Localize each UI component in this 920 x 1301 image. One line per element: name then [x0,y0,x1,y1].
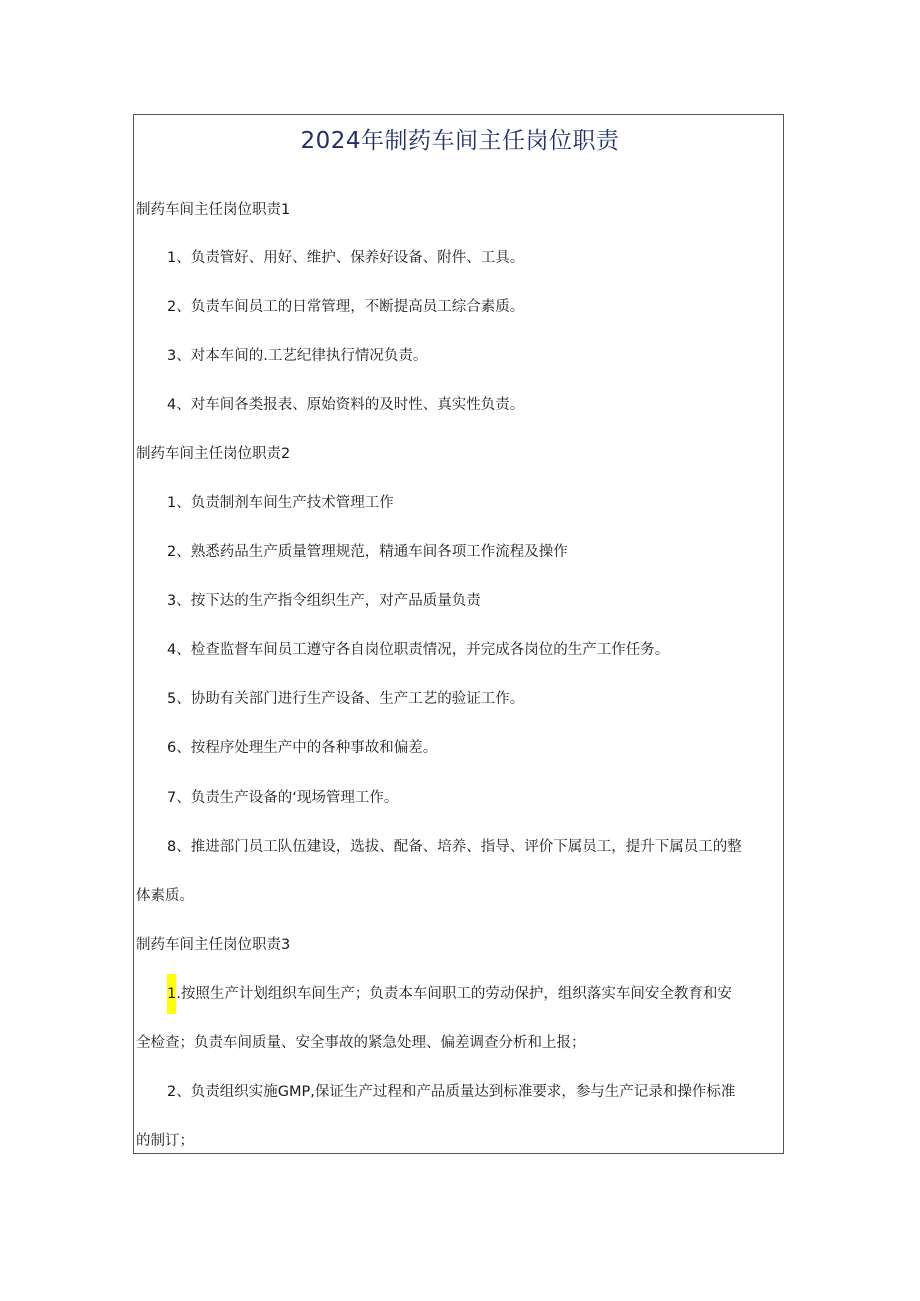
highlighted-number: 1 [167,974,176,1014]
section-2-item-5: 5、协助有关部门进行生产设备、生产工艺的验证工作。 [167,691,525,707]
section-heading-2: 制药车间主任岗位职责2 [136,446,291,462]
section-2-item-7: 7、负责生产设备的‘现场管理工作。 [167,790,399,806]
section-2-item-3: 3、按下达的生产指令组织生产，对产品质量负责 [167,593,481,609]
section-heading-3: 制药车间主任岗位职责3 [136,937,291,953]
section-2-item-4: 4、检查监督车间员工遵守各自岗位职责情况，并完成各岗位的生产工作任务。 [167,642,670,658]
section-1-item-3: 3、对本车间的.工艺纪律执行情况负责。 [167,348,428,364]
section-2-item-8: 8、推进部门员工队伍建设，选拔、配备、培养、指导、评价下属员工，提升下属员工的整 [167,839,742,855]
section-1-item-2: 2、负责车间员工的日常管理，不断提高员工综合素质。 [167,299,525,315]
document-title: 2024年制药车间主任岗位职责 [300,128,620,154]
section-3-item-2-continued: 的制订； [136,1133,194,1149]
section-2-item-1: 1、负责制剂车间生产技术管理工作 [167,495,394,511]
section-3-item-2: 2、负责组织实施GMP,保证生产过程和产品质量达到标准要求，参与生产记录和操作标准 [167,1084,736,1100]
section-1-item-1: 1、负责管好、用好、维护、保养好设备、附件、工具。 [167,250,525,266]
section-1-item-4: 4、对车间各类报表、原始资料的及时性、真实性负责。 [167,397,525,413]
section-heading-1: 制药车间主任岗位职责1 [136,202,291,218]
section-2-item-2: 2、熟悉药品生产质量管理规范，精通车间各项工作流程及操作 [167,544,568,560]
section-3-item-1 [167,984,732,1004]
section-2-item-6: 6、按程序处理生产中的各种事故和偏差。 [167,740,438,756]
section-3-item-1-continued: 全检查；负责车间质量、安全事故的紧急处理、偏差调查分析和上报； [136,1035,586,1051]
section-3-item-1-text: .按照生产计划组织车间生产；负责本车间职工的劳动保护，组织落实车间安全教育和安 [176,986,732,1002]
section-2-item-8-continued: 体素质。 [136,888,194,904]
